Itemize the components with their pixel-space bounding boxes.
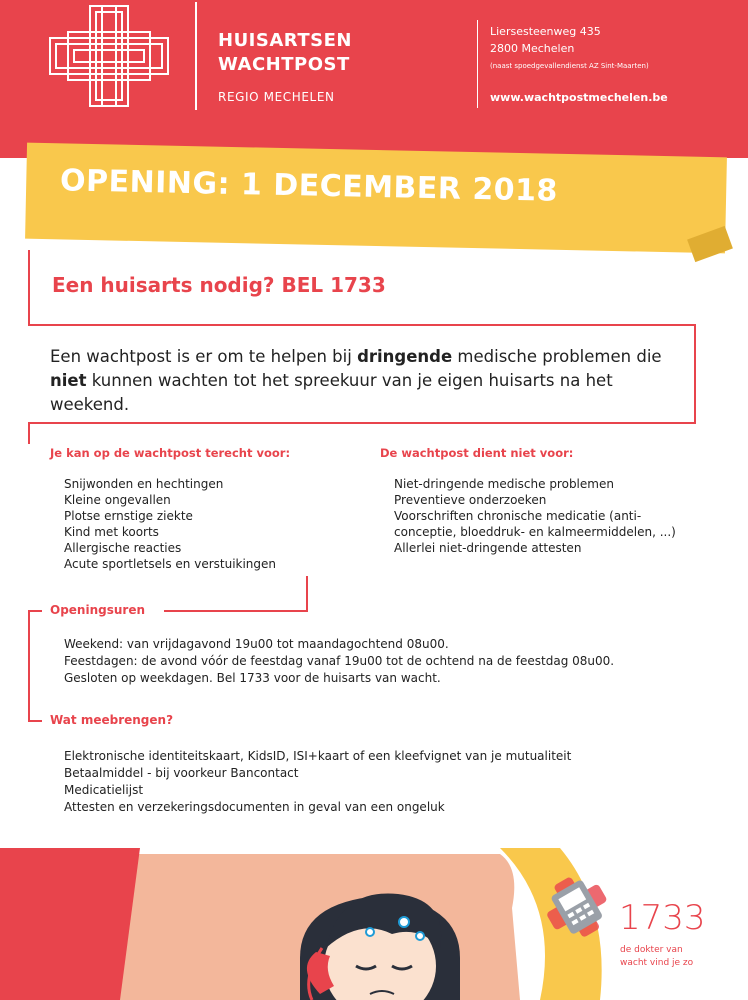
address-street: Liersesteenweg 435 — [490, 25, 601, 38]
header-divider — [195, 2, 197, 110]
website-link[interactable]: www.wachtpostmechelen.be — [490, 91, 668, 104]
columns-right-line — [306, 576, 308, 612]
hours-left-stub — [28, 610, 42, 612]
hours-left-line — [28, 610, 30, 722]
intro-text — [50, 345, 670, 417]
list-item: conceptie, bloeddruk- en kalmeermiddelen, ...) — [394, 525, 676, 539]
address-city: 2800 Mechelen — [490, 42, 575, 55]
opening-banner — [0, 128, 748, 258]
intro-box-right-line — [694, 324, 696, 424]
list-item: Plotse ernstige ziekte — [64, 509, 193, 523]
hours-line-weekend: Weekend: van vrijdagavond 19u00 tot maandagochtend 08u00. — [64, 637, 449, 651]
list-item: Snijwonden en hechtingen — [64, 477, 224, 491]
hours-line-holidays: Feestdagen: de avond vóór de feestdag vanaf 19u00 tot de ochtend na de feestdag 08u00. — [64, 654, 615, 668]
intro-part2: medische problemen die — [452, 347, 662, 366]
intro-bold-niet: niet — [50, 371, 87, 390]
footer-tagline-line1: de dokter van — [620, 945, 683, 955]
call-box-left-line — [28, 250, 30, 326]
can-go-list — [64, 476, 276, 572]
list-item: Allerlei niet-dringende attesten — [394, 541, 582, 555]
brand-region: REGIO MECHELEN — [218, 90, 335, 104]
list-item: Kleine ongevallen — [64, 493, 171, 507]
list-item: Allergische reacties — [64, 541, 182, 555]
intro-box-bottom-line — [28, 422, 696, 424]
address-note: (naast spoedgevallendienst AZ Sint-Maarten) — [490, 62, 649, 70]
bring-line-payment: Betaalmiddel - bij voorkeur Bancontact — [64, 766, 299, 780]
not-for-heading: De wachtpost dient niet voor: — [380, 446, 574, 460]
address-divider — [477, 20, 478, 108]
list-item: Niet-dringende medische problemen — [394, 477, 614, 491]
intro-bold-dringende: dringende — [357, 347, 453, 366]
bring-left-stub — [28, 720, 42, 722]
bring-line-id: Elektronische identiteitskaart, KidsID, ISI+kaart of een kleefvignet van je mutualiteit — [64, 749, 572, 763]
brand-line2: WACHTPOST — [218, 54, 350, 75]
brand-line1: HUISARTSEN — [218, 30, 352, 51]
call-box-bottom-line — [28, 324, 696, 326]
bring-line-documents: Attesten en verzekeringsdocumenten in geval van een ongeluk — [64, 800, 445, 814]
intro-part1: Een wachtpost is er om te helpen bij — [50, 347, 358, 366]
hours-top-line — [164, 610, 308, 612]
red-cross-logo-icon — [46, 4, 172, 108]
opening-title: OPENING: 1 DECEMBER 2018 — [59, 163, 559, 209]
list-item: Acute sportletsels en verstuikingen — [64, 557, 277, 571]
footer-tagline-line2: wacht vind je zo — [620, 958, 694, 968]
footer-number: 1733 — [619, 898, 706, 938]
hours-heading: Openingsuren — [50, 603, 146, 617]
bring-heading: Wat meebrengen? — [50, 713, 174, 727]
can-go-heading: Je kan op de wachtpost terecht voor: — [50, 446, 291, 460]
list-item: Voorschriften chronische medicatie (anti- — [394, 509, 642, 523]
intro-part3: kunnen wachten tot het spreekuur van je eigen huisarts na het weekend. — [50, 371, 613, 414]
intro-box-left-tick — [28, 422, 30, 444]
list-item: Kind met koorts — [64, 525, 159, 539]
bring-line-medication: Medicatielijst — [64, 783, 144, 797]
list-item: Preventieve onderzoeken — [394, 493, 547, 507]
hours-line-weekdays: Gesloten op weekdagen. Bel 1733 voor de huisarts van wacht. — [64, 671, 441, 685]
call-heading: Een huisarts nodig? BEL 1733 — [52, 273, 386, 297]
not-for-list — [394, 476, 676, 556]
